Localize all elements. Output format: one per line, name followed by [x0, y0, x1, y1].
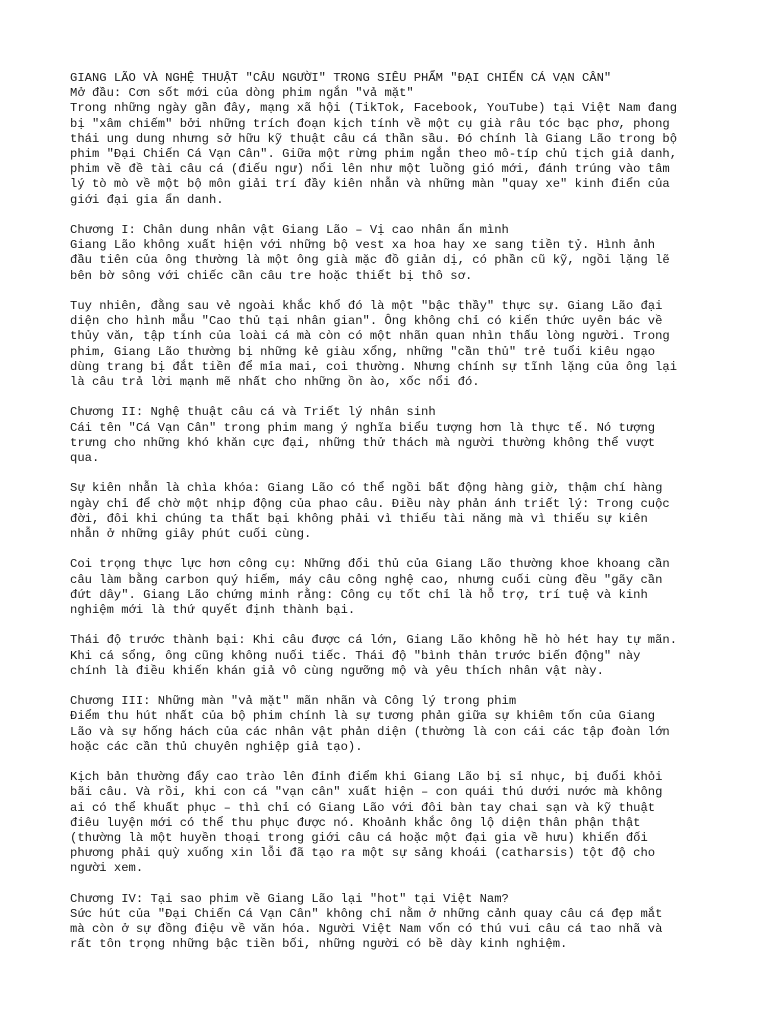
- text-line: qua.: [70, 451, 100, 466]
- text-line: Khi cá sổng, ông cũng không nuối tiếc. Thái độ "bình thản trước biến động" này: [70, 648, 641, 663]
- document-body: [70, 71, 710, 968]
- text-line: phim, Giang Lão thường bị những kẻ giàu xổng, những "cần thủ" trẻ tuổi kiêu ngạo: [70, 344, 656, 359]
- chapter-heading: Chương I: Chân dung nhân vật Giang Lão – Vị cao nhân ẩn mình: [70, 223, 509, 238]
- paragraph: [70, 299, 710, 390]
- paragraph: [70, 223, 710, 284]
- text-line: bãi câu. Và rồi, khi con cá "vạn cân" xuất hiện – con quái thú dưới nước mà không: [70, 785, 663, 800]
- text-line: phim "Đại Chiến Cá Vạn Cân". Giữa một rừng phim ngắn theo mô-típ chủ tịch giả danh,: [70, 147, 678, 162]
- text-line: Trong những ngày gần đây, mạng xã hội (TikTok, Facebook, YouTube) tại Việt Nam đang: [70, 101, 678, 116]
- text-line: nhẫn ở những giây phút cuối cùng.: [70, 527, 312, 542]
- text-line: điêu luyện mới có thể thu phục được nó. Khoảnh khắc ông lộ diện thân phận thật: [70, 815, 641, 830]
- paragraph: [70, 694, 710, 755]
- text-line: Giang Lão không xuất hiện với những bộ vest xa hoa hay xe sang tiền tỷ. Hình ảnh: [70, 238, 656, 253]
- text-line: nghiệm mới là thứ quyết định thành bại.: [70, 603, 356, 618]
- paragraph: [70, 481, 710, 542]
- text-line: Lão và sự hống hách của các nhân vật phản diện (thường là con cái các tập đoàn lớn: [70, 724, 670, 739]
- text-line: thủy văn, tập tính của loài cá mà còn có một nhãn quan nhìn thấu lòng người. Trong: [70, 329, 670, 344]
- text-line: giới đại gia ẩn danh.: [70, 192, 224, 207]
- text-line: thái ung dung nhưng sở hữu kỹ thuật câu cá thần sầu. Đó chính là Giang Lão trong bộ: [70, 131, 678, 146]
- text-line: (thường là một huyền thoại trong giới câu cá hoặc một đại gia về hưu) khiến đối: [70, 831, 648, 846]
- chapter-heading: Chương IV: Tại sao phim về Giang Lão lại "hot" tại Việt Nam?: [70, 891, 509, 906]
- paragraph: [70, 405, 710, 466]
- text-line: trưng cho những khó khăn cực đại, những thử thách mà người thường không thể vượt: [70, 435, 656, 450]
- text-line: chính là điều khiến khán giả vô cùng ngưỡng mộ và yêu thích nhân vật này.: [70, 663, 604, 678]
- text-line: đời, đôi khi chúng ta thất bại không phải vì thiếu tài năng mà vì thiếu sự kiên: [70, 511, 648, 526]
- text-line: rất tôn trọng những bậc tiền bối, những người có bề dày kinh nghiệm.: [70, 937, 568, 952]
- text-line: Điểm thu hút nhất của bộ phim chính là sự tương phản giữa sự khiêm tốn của Giang: [70, 709, 656, 724]
- text-line: Mở đầu: Cơn sốt mới của dòng phim ngắn "vả mặt": [70, 86, 414, 101]
- text-line: hoặc các cần thủ chuyên nghiệp giả tạo).: [70, 739, 363, 754]
- paragraph: [70, 633, 710, 679]
- paragraph: [70, 892, 710, 953]
- paragraph: [70, 71, 710, 208]
- text-line: phim về đề tài câu cá (điếu ngư) nổi lên như một luồng gió mới, đánh trúng vào tâm: [70, 162, 670, 177]
- paragraph: [70, 557, 710, 618]
- text-line: câu làm bằng carbon quý hiếm, máy câu công nghệ cao, nhưng cuối cùng đều "gãy cần: [70, 572, 663, 587]
- text-line: Coi trọng thực lực hơn công cụ: Những đối thủ của Giang Lão thường khoe khoang cần: [70, 557, 670, 572]
- text-line: là câu trả lời mạnh mẽ nhất cho những ồn ào, xốc nổi đó.: [70, 375, 480, 390]
- chapter-heading: Chương II: Nghệ thuật câu cá và Triết lý nhân sinh: [70, 405, 436, 420]
- text-line: lý tò mò về một bộ môn giải trí đầy kiên nhẫn và những màn "quay xe" kinh điển của: [70, 177, 670, 192]
- text-line: Thái độ trước thành bại: Khi câu được cá lớn, Giang Lão không hề hò hét hay tự mãn.: [70, 633, 678, 648]
- text-line: bị "xâm chiếm" bởi những trích đoạn kịch tính về một cụ già râu tóc bạc phơ, phong: [70, 116, 670, 131]
- text-line: mà còn ở sự đồng điệu về văn hóa. Người Việt Nam vốn có thú vui câu cá tao nhã và: [70, 922, 663, 937]
- text-line: dùng trang bị đắt tiền để mỉa mai, coi thường. Nhưng chính sự tĩnh lặng của ông lại: [70, 359, 678, 374]
- text-line: Cái tên "Cá Vạn Cân" trong phim mang ý nghĩa biểu tượng hơn là thực tế. Nó tượng: [70, 420, 656, 435]
- text-line: đứt dây". Giang Lão chứng minh rằng: Công cụ tốt chỉ là hỗ trợ, trí tuệ và kinh: [70, 587, 648, 602]
- text-line: đầu tiên của ông thường là một ông già mặc đồ giản dị, có phần cũ kỹ, ngồi lặng lẽ: [70, 253, 670, 268]
- text-line: Kịch bản thường đẩy cao trào lên đỉnh điểm khi Giang Lão bị sỉ nhục, bị đuổi khỏi: [70, 770, 663, 785]
- document-title: GIANG LÃO VÀ NGHỆ THUẬT "CÂU NGƯỜI" TRONG SIÊU PHẨM "ĐẠI CHIẾN CÁ VẠN CÂN": [70, 71, 612, 85]
- paragraph: [70, 770, 710, 876]
- text-line: ai có thể khuất phục – thì chỉ có Giang Lão với đôi bàn tay chai sạn và kỹ thuật: [70, 800, 656, 815]
- text-line: diện cho hình mẫu "Cao thủ tại nhân gian". Ông không chỉ có kiến thức uyên bác về: [70, 314, 663, 329]
- chapter-heading: Chương III: Những màn "vả mặt" mãn nhãn và Công lý trong phim: [70, 694, 517, 709]
- text-line: ngày chỉ để chờ một nhịp động của phao câu. Điều này phản ánh triết lý: Trong cuộc: [70, 496, 670, 511]
- text-line: Tuy nhiên, đằng sau vẻ ngoài khắc khổ đó là một "bậc thầy" thực sự. Giang Lão đại: [70, 299, 663, 314]
- text-line: bên bờ sông với chiếc cần câu tre hoặc thiết bị thô sơ.: [70, 268, 473, 283]
- text-line: Sự kiên nhẫn là chìa khóa: Giang Lão có thể ngồi bất động hàng giờ, thậm chí hàng: [70, 481, 663, 496]
- text-line: người xem.: [70, 861, 144, 876]
- text-line: Sức hút của "Đại Chiến Cá Vạn Cân" không chỉ nằm ở những cảnh quay câu cá đẹp mắt: [70, 907, 663, 922]
- text-line: phương phải quỳ xuống xin lỗi đã tạo ra một sự sảng khoái (catharsis) tột độ cho: [70, 846, 656, 861]
